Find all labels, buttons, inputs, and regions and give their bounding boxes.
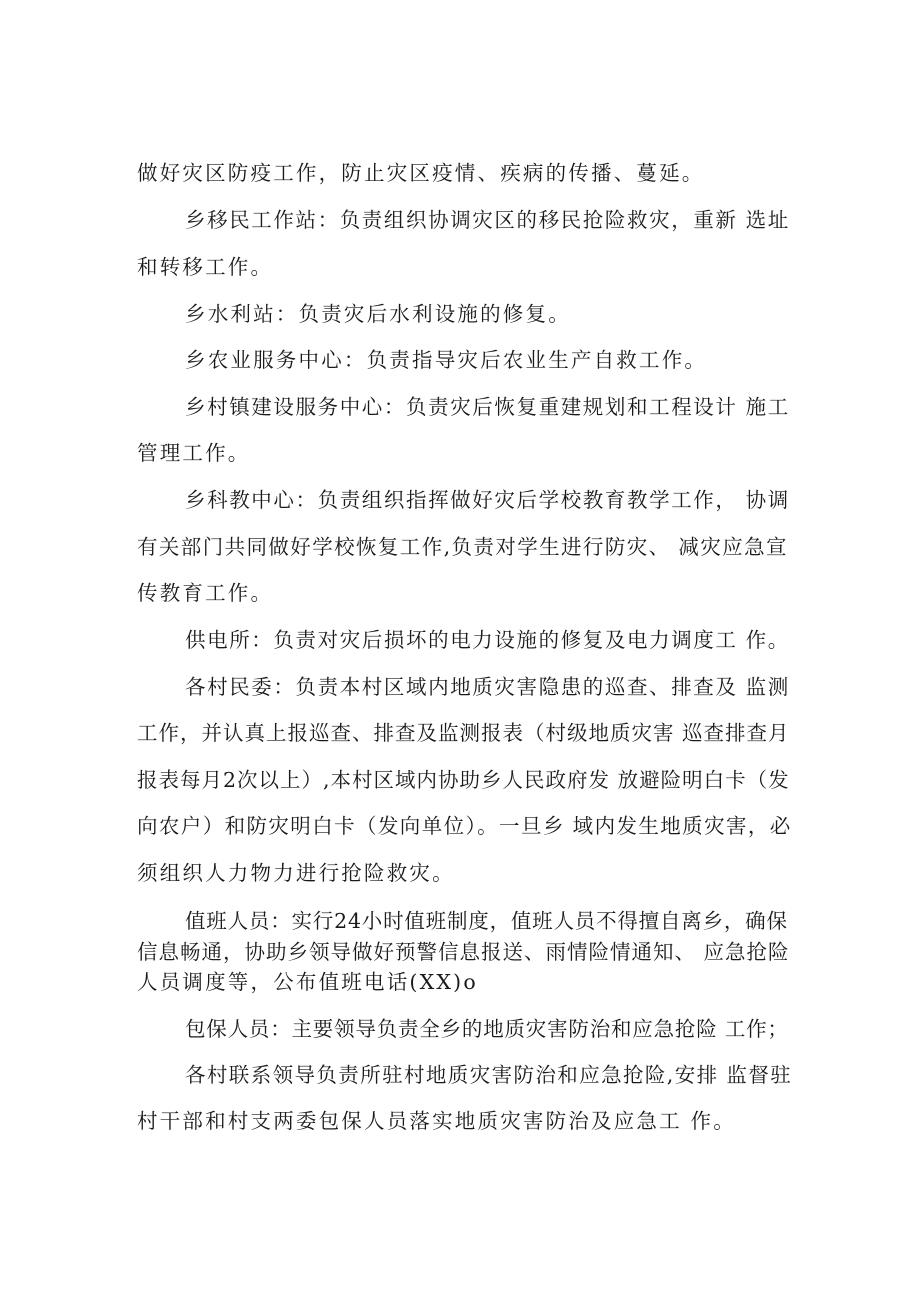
text-line-18: 信息畅通，协助乡领导做好预警信息报送、雨情险情通知、 应急抢险 <box>137 940 790 964</box>
text-line-19: 人员调度等，公布值班电话(XX)o <box>137 970 478 994</box>
text-line-21: 各村联系领导负责所驻村地质灾害防治和应急抢险,安排 监督驻 <box>185 1063 793 1087</box>
text-line-17: 值班人员：实行24小时值班制度，值班人员不得擅自离乡，确保 <box>185 909 788 933</box>
text-line-16: 须组织人力物力进行抢险救灾。 <box>137 861 455 885</box>
text-line-6: 乡村镇建设服务中心：负责灾后恢复重建规划和工程设计 施工 <box>185 395 790 419</box>
text-line-7: 管理工作。 <box>137 441 251 465</box>
text-line-12: 各村民委：负责本村区域内地质灾害隐患的巡查、排查及 监测 <box>185 675 790 699</box>
text-line-4: 乡水利站：负责灾后水利设施的修复。 <box>185 302 571 326</box>
text-line-15: 向农户）和防灾明白卡（发向单位）。一旦乡 域内发生地质灾害，必 <box>137 814 792 838</box>
text-line-14: 报表每月2次以上）,本村区域内协助乡人民政府发 放避险明白卡（发 <box>137 768 790 792</box>
text-line-20: 包保人员：主要领导负责全乡的地质灾害防治和应急抢险 工作； <box>185 1017 789 1041</box>
text-line-2: 乡移民工作站：负责组织协调灾区的移民抢险救灾，重新 选址 <box>185 208 790 232</box>
text-line-1: 做好灾区防疫工作，防止灾区疫情、疾病的传播、蔓延。 <box>137 161 705 185</box>
text-line-13: 工作，并认真上报巡查、排查及监测报表（村级地质灾害 巡查排查月 <box>137 721 790 745</box>
text-line-5: 乡农业服务中心：负责指导灾后农业生产自救工作。 <box>185 348 708 372</box>
text-line-9: 有关部门共同做好学校恢复工作,负责对学生进行防灾、 减灾应急宣 <box>137 535 788 559</box>
text-line-11: 供电所：负责对灾后损坏的电力设施的修复及电力调度工 作。 <box>185 628 790 652</box>
text-line-3: 和转移工作。 <box>137 255 274 279</box>
text-line-8: 乡科教中心：负责组织指挥做好灾后学校教育教学工作， 协调 <box>185 488 790 512</box>
text-line-22: 村干部和村支两委包保人员落实地质灾害防治及应急工 作。 <box>137 1109 736 1133</box>
text-line-10: 传教育工作。 <box>137 581 274 605</box>
